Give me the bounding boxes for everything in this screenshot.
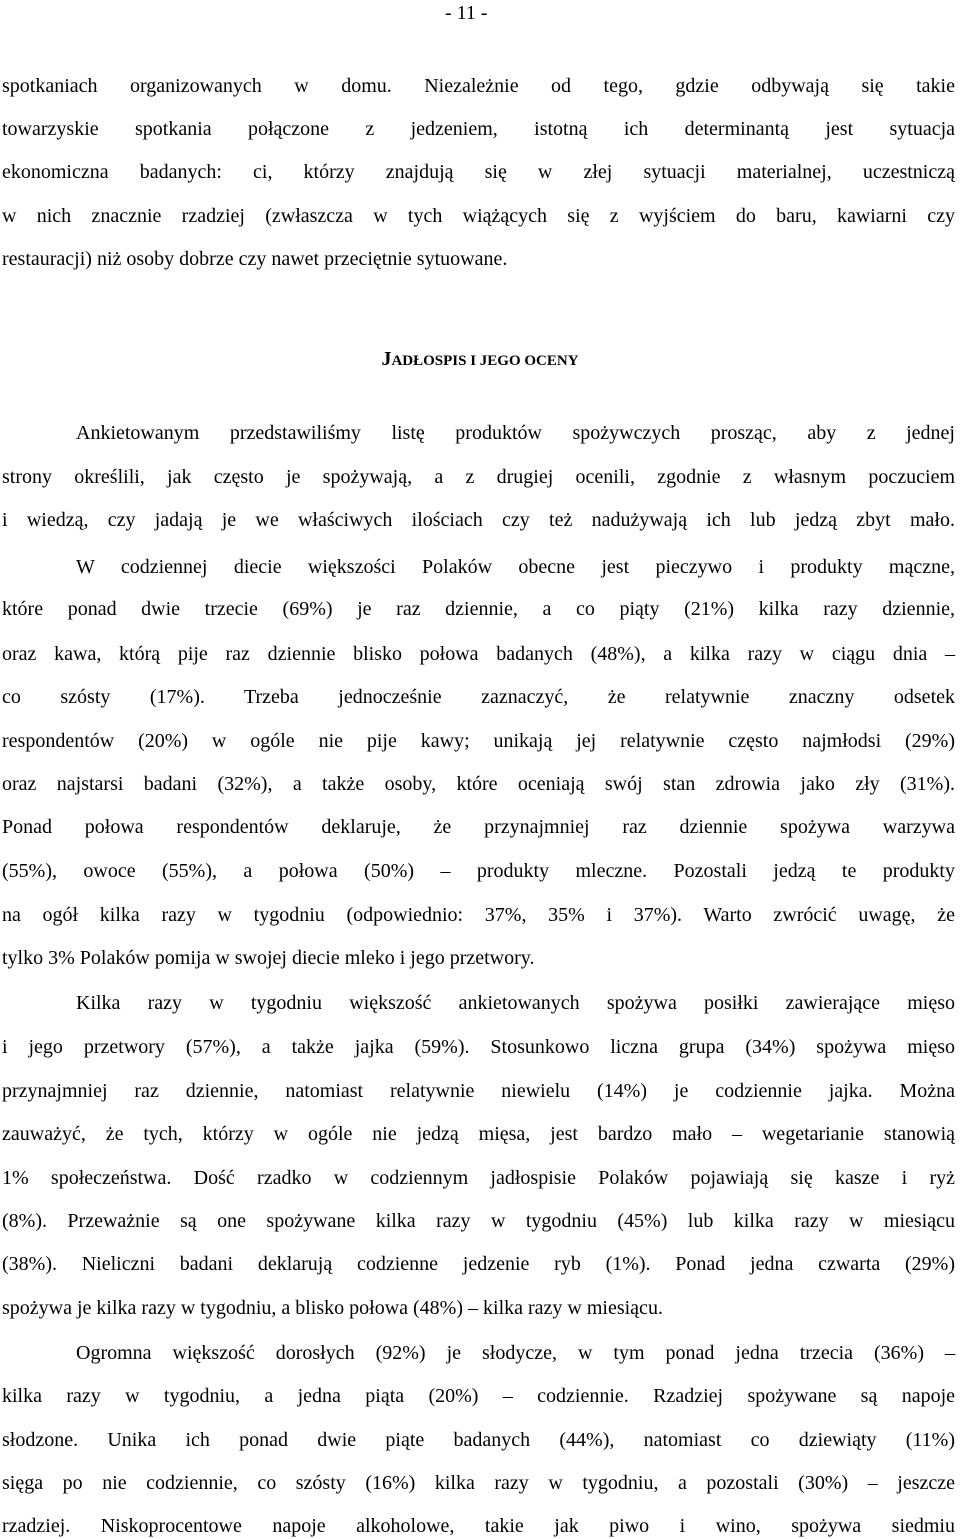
text-line: Ponad połowa respondentów deklaruje, że przynajmniej raz dziennie spożywa warzywa <box>2 816 955 838</box>
text-line: Ankietowanym przedstawiliśmy listę produktów spożywczych prosząc, aby z jednej <box>76 422 955 444</box>
text-line: słodzone. Unika ich ponad dwie piąte badanych (44%), natomiast co dziewiąty (11%) <box>2 1429 955 1451</box>
text-line: ekonomiczna badanych: ci, którzy znajdują się w złej sytuacji materialnej, uczestniczą <box>2 161 955 183</box>
text-line: spotkaniach organizowanych w domu. Niezależnie od tego, gdzie odbywają się takie <box>2 75 955 97</box>
text-line: oraz najstarsi badani (32%), a także osoby, które oceniają swój stan zdrowia jako zły (31%). <box>2 773 955 795</box>
text-line: W codziennej diecie większości Polaków obecne jest pieczywo i produkty mączne, <box>76 556 955 578</box>
text-line: zauważyć, że tych, którzy w ogóle nie jedzą mięsa, jest bardzo mało – wegetarianie stanowią <box>2 1123 955 1145</box>
text-line: 1% społeczeństwa. Dość rzadko w codziennym jadłospisie Polaków pojawiają się kasze i ryż <box>2 1167 955 1189</box>
text-line: respondentów (20%) w ogóle nie pije kawy; unikają jej relatywnie często najmłodsi (29%) <box>2 730 955 752</box>
text-line: kilka razy w tygodniu, a jedna piąta (20%) – codziennie. Rzadziej spożywane są napoje <box>2 1385 955 1407</box>
text-line: Ogromna większość dorosłych (92%) je słodycze, w tym ponad jedna trzecia (36%) – <box>76 1342 955 1364</box>
text-line: w nich znacznie rzadziej (zwłaszcza w tych wiążących się z wyjściem do baru, kawiarni czy <box>2 205 955 227</box>
text-line: co szósty (17%). Trzeba jednocześnie zaznaczyć, że relatywnie znaczny odsetek <box>2 686 955 708</box>
text-line: (55%), owoce (55%), a połowa (50%) – produkty mleczne. Pozostali jedzą te produkty <box>2 860 955 882</box>
section-heading: JADŁOSPIS I JEGO OCENY <box>381 348 579 370</box>
text-line: oraz kawa, którą pije raz dziennie blisko połowa badanych (48%), a kilka razy w ciągu dnia – <box>2 643 955 665</box>
text-line: (38%). Nieliczni badani deklarują codzienne jedzenie ryb (1%). Ponad jedna czwarta (29%) <box>2 1253 955 1275</box>
text-line: i jego przetwory (57%), a także jajka (59%). Stosunkowo liczna grupa (34%) spożywa mięso <box>2 1036 955 1058</box>
text-line: i wiedzą, czy jadają je we właściwych ilościach czy też nadużywają ich lub jedzą zbyt mało. <box>2 509 955 531</box>
text-line: na ogół kilka razy w tygodniu (odpowiednio: 37%, 35% i 37%). Warto zwrócić uwagę, że <box>2 904 955 926</box>
text-line: sięga po nie codziennie, co szósty (16%) kilka razy w tygodniu, a pozostali (30%) – jeszcze <box>2 1472 955 1494</box>
text-line: (8%). Przeważnie są one spożywane kilka razy w tygodniu (45%) lub kilka razy w miesiącu <box>2 1210 955 1232</box>
page-number: - 11 - <box>445 2 488 24</box>
text-line: towarzyskie spotkania połączone z jedzeniem, istotną ich determinantą jest sytuacja <box>2 118 955 140</box>
text-line: restauracji) niż osoby dobrze czy nawet przeciętnie sytuowane. <box>2 248 508 270</box>
text-line: rzadziej. Niskoprocentowe napoje alkoholowe, takie jak piwo i wino, spożywa siedmiu <box>2 1515 955 1537</box>
text-line: strony określili, jak często je spożywają, a z drugiej ocenili, zgodnie z własnym poczuciem <box>2 466 955 488</box>
text-line: które ponad dwie trzecie (69%) je raz dziennie, a co piąty (21%) kilka razy dziennie, <box>2 598 955 620</box>
text-line: tylko 3% Polaków pomija w swojej diecie mleko i jego przetwory. <box>2 947 535 969</box>
text-line: spożywa je kilka razy w tygodniu, a blisko połowa (48%) – kilka razy w miesiącu. <box>2 1297 663 1319</box>
text-line: Kilka razy w tygodniu większość ankietowanych spożywa posiłki zawierające mięso <box>76 992 955 1014</box>
text-line: przynajmniej raz dziennie, natomiast relatywnie niewielu (14%) je codziennie jajka. Można <box>2 1080 955 1102</box>
